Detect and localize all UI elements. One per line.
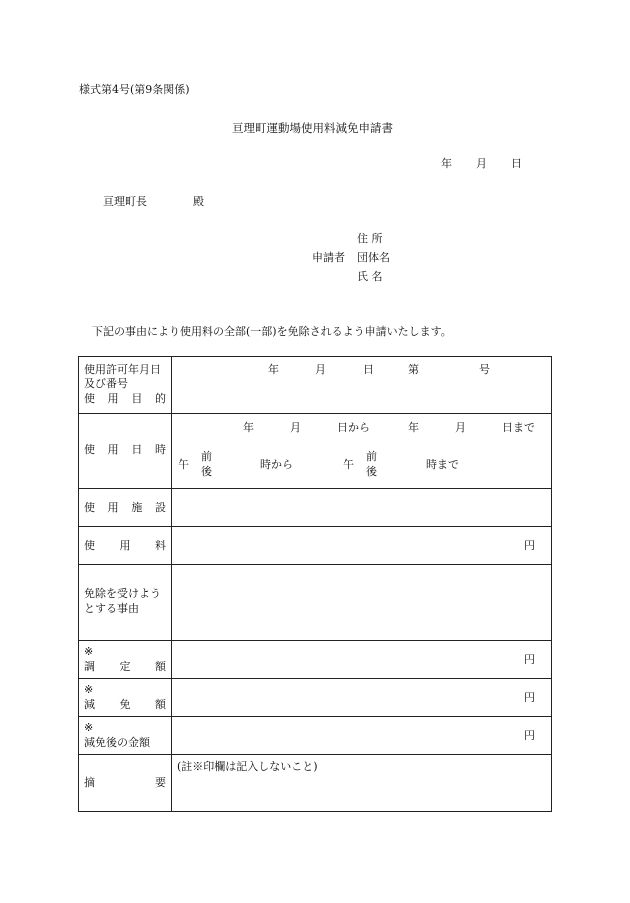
assessed-label: 調 定 額: [84, 660, 166, 673]
facility-value-cell[interactable]: [172, 489, 552, 527]
row-after-amount: [79, 717, 552, 755]
remarks-note: (註※印欄は記入しないこと): [177, 760, 318, 773]
remarks-value-cell[interactable]: [172, 755, 552, 812]
addressee: 亘理町長: [103, 195, 147, 208]
after-amount-label-cell: [79, 717, 172, 755]
reduction-label-cell: [79, 679, 172, 717]
document-title: 亘理町運動場使用料減免申請書: [232, 121, 393, 135]
am1: 前: [201, 450, 212, 463]
row-facility: [79, 489, 552, 527]
date-month-label: 月: [476, 157, 487, 170]
row-reduction: [79, 679, 552, 717]
date-year-label: 年: [441, 157, 452, 170]
usage-datetime-label-cell: [79, 414, 172, 489]
fee-value-cell[interactable]: [172, 527, 552, 565]
remarks-label-cell: [79, 755, 172, 812]
fee-label-cell: [79, 527, 172, 565]
reason-value-cell[interactable]: [172, 565, 552, 641]
ampm-prefix1: 午: [178, 458, 189, 471]
assessed-label-cell: [79, 641, 172, 679]
reduction-value-cell[interactable]: [172, 679, 552, 717]
reduction-unit: 円: [524, 691, 535, 704]
applicant-name-label: 氏 名: [357, 270, 383, 283]
usage-datetime-label: 使 用 日 時: [84, 443, 166, 456]
row-assessed: [79, 641, 552, 679]
pm1: 後: [201, 465, 212, 478]
application-table: [78, 356, 552, 812]
assessed-mark: ※: [84, 645, 94, 658]
applicant-label: 申請者: [312, 251, 345, 264]
applicant-group-label: 団体名: [357, 251, 390, 264]
usage-month1: 月: [290, 421, 301, 434]
facility-label-cell: [79, 489, 172, 527]
fee-unit: 円: [524, 539, 535, 552]
permit-value-cell[interactable]: [172, 357, 552, 414]
reduction-label: 減 免 額: [84, 698, 166, 711]
usage-day-from: 日から: [337, 421, 370, 434]
purpose-label: 使 用 目 的: [84, 392, 166, 405]
row-permit: [79, 357, 552, 414]
remarks-label: 摘 要: [84, 776, 166, 789]
intro-text: 下記の事由により使用料の全部(一部)を免除されるよう申請いたします。: [92, 325, 452, 338]
row-reason: [79, 565, 552, 641]
row-fee: [79, 527, 552, 565]
facility-label: 使 用 施 設: [84, 501, 166, 514]
time-from: 時から: [260, 458, 293, 471]
permit-year: 年: [268, 363, 279, 376]
form-number: 様式第4号(第9条関係): [79, 83, 190, 96]
permit-go: 号: [479, 363, 490, 376]
permit-label-line1: 使用許可年月日: [84, 363, 161, 376]
assessed-unit: 円: [524, 653, 535, 666]
after-amount-mark: ※: [84, 721, 94, 734]
reason-label-line1: 免除を受けよう: [84, 587, 161, 600]
fee-label: 使 用 料: [84, 539, 166, 552]
pm2: 後: [366, 465, 377, 478]
permit-label-cell: [79, 357, 172, 414]
honorific: 殿: [193, 195, 204, 208]
row-usage-datetime: [79, 414, 552, 489]
reduction-mark: ※: [84, 683, 94, 696]
reason-label-cell: [79, 565, 172, 641]
reason-label-line2: とする事由: [84, 602, 139, 615]
after-amount-unit: 円: [524, 729, 535, 742]
row-remarks: [79, 755, 552, 812]
usage-datetime-value-cell[interactable]: [172, 414, 552, 489]
permit-month: 月: [315, 363, 326, 376]
ampm-prefix2: 午: [343, 458, 354, 471]
usage-year2: 年: [408, 421, 419, 434]
date-day-label: 日: [511, 157, 522, 170]
permit-day: 日: [363, 363, 374, 376]
permit-dai: 第: [408, 363, 419, 376]
usage-year1: 年: [243, 421, 254, 434]
time-until: 時まで: [426, 458, 459, 471]
am2: 前: [366, 450, 377, 463]
permit-label-line2: 及び番号: [84, 377, 128, 390]
applicant-address-label: 住 所: [357, 232, 383, 245]
after-amount-value-cell[interactable]: [172, 717, 552, 755]
usage-day-until: 日まで: [502, 421, 535, 434]
after-amount-label: 減免後の金額: [84, 736, 150, 749]
usage-month2: 月: [455, 421, 466, 434]
assessed-value-cell[interactable]: [172, 641, 552, 679]
